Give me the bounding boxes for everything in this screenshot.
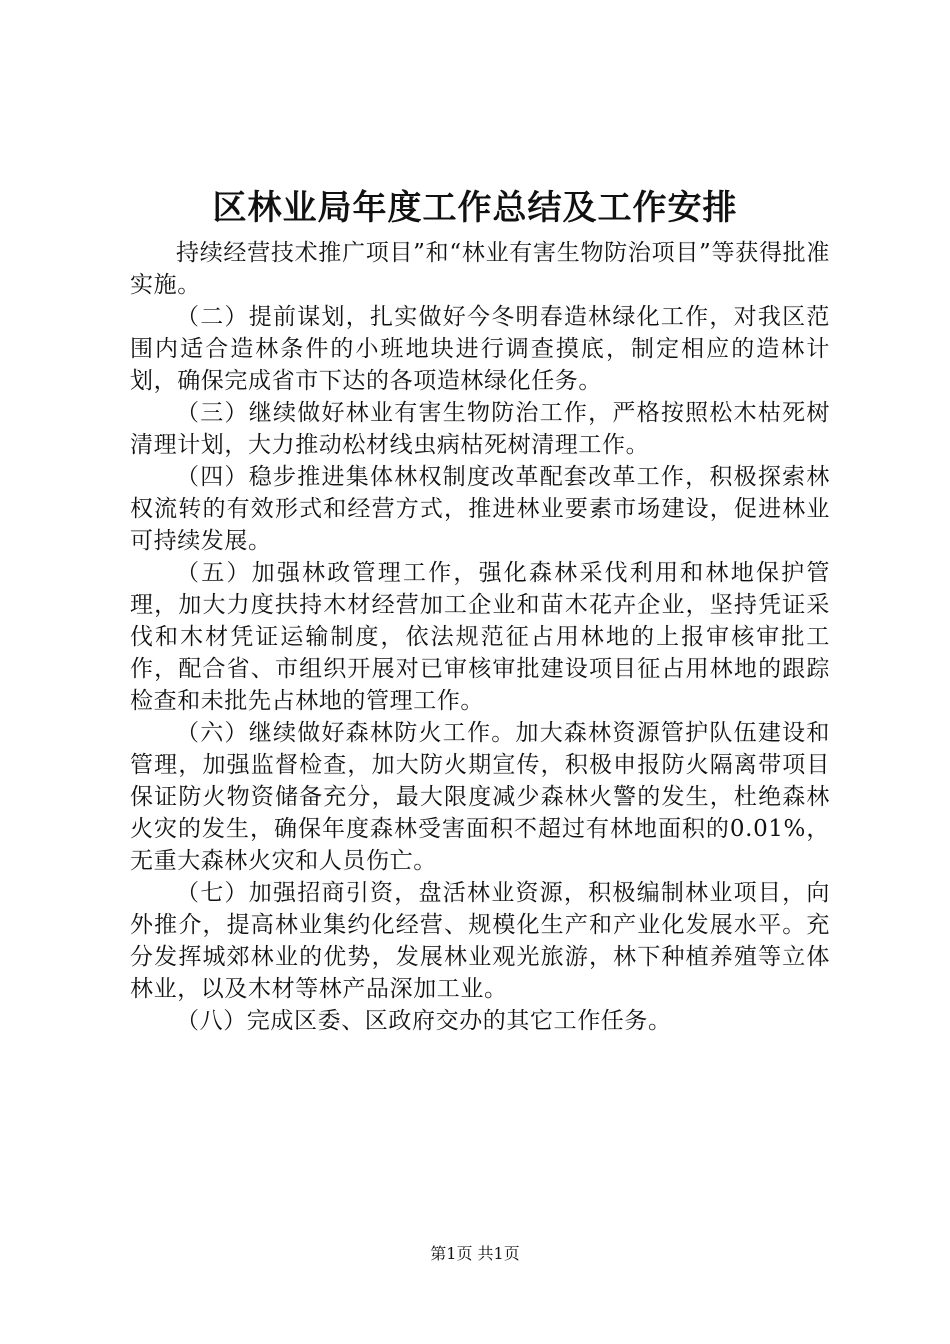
page-footer: 第1页 共1页 <box>430 1244 520 1263</box>
paragraph-continuation: 持续经营技术推广项目”和“林业有害生物防治项目”等获得批准实施。 <box>130 240 830 298</box>
paragraph-item-8: （八）完成区委、区政府交办的其它工作任务。 <box>176 1008 672 1034</box>
paragraph-item-3: （三）继续做好林业有害生物防治工作，严格按照松木枯死树清理计划，大力推动松材线虫病枯死树清理工作。 <box>130 400 830 458</box>
paragraph-item-5: （五）加强林政管理工作，强化森林采伐利用和林地保护管理，加大力度扶持木材经营加工企业和苗木花卉企业，坚持凭证采伐和木材凭证运输制度，依法规范征占用林地的上报审核审批工作，配合省、市组织开展对已审核审批建设项目征占用林地的跟踪检查和未批先占林地的管理工作。 <box>130 560 830 714</box>
document-title: 区林业局年度工作总结及工作安排 <box>212 188 738 228</box>
document-body <box>130 237 830 1037</box>
paragraph-item-4: （四）稳步推进集体林权制度改革配套改革工作，积极探索林权流转的有效形式和经营方式，推进林业要素市场建设，促进林业可持续发展。 <box>130 464 830 554</box>
paragraph-item-7: （七）加强招商引资，盘活林业资源，积极编制林业项目，向外推介，提高林业集约化经营、规模化生产和产业化发展水平。充分发挥城郊林业的优势，发展林业观光旅游，林下种植养殖等立体林业，以及木材等林产品深加工业。 <box>130 880 830 1002</box>
paragraph-item-6: （六）继续做好森林防火工作。加大森林资源管护队伍建设和管理，加强监督检查，加大防火期宣传，积极申报防火隔离带项目保证防火物资储备充分，最大限度减少森林火警的发生，杜绝森林火灾的发生，确保年度森林受害面积不超过有林地面积的0.01%，无重大森林火灾和人员伤亡。 <box>130 720 830 874</box>
paragraph-item-2: （二）提前谋划，扎实做好今冬明春造林绿化工作，对我区范围内适合造林条件的小班地块进行调查摸底，制定相应的造林计划，确保完成省市下达的各项造林绿化任务。 <box>130 304 830 394</box>
